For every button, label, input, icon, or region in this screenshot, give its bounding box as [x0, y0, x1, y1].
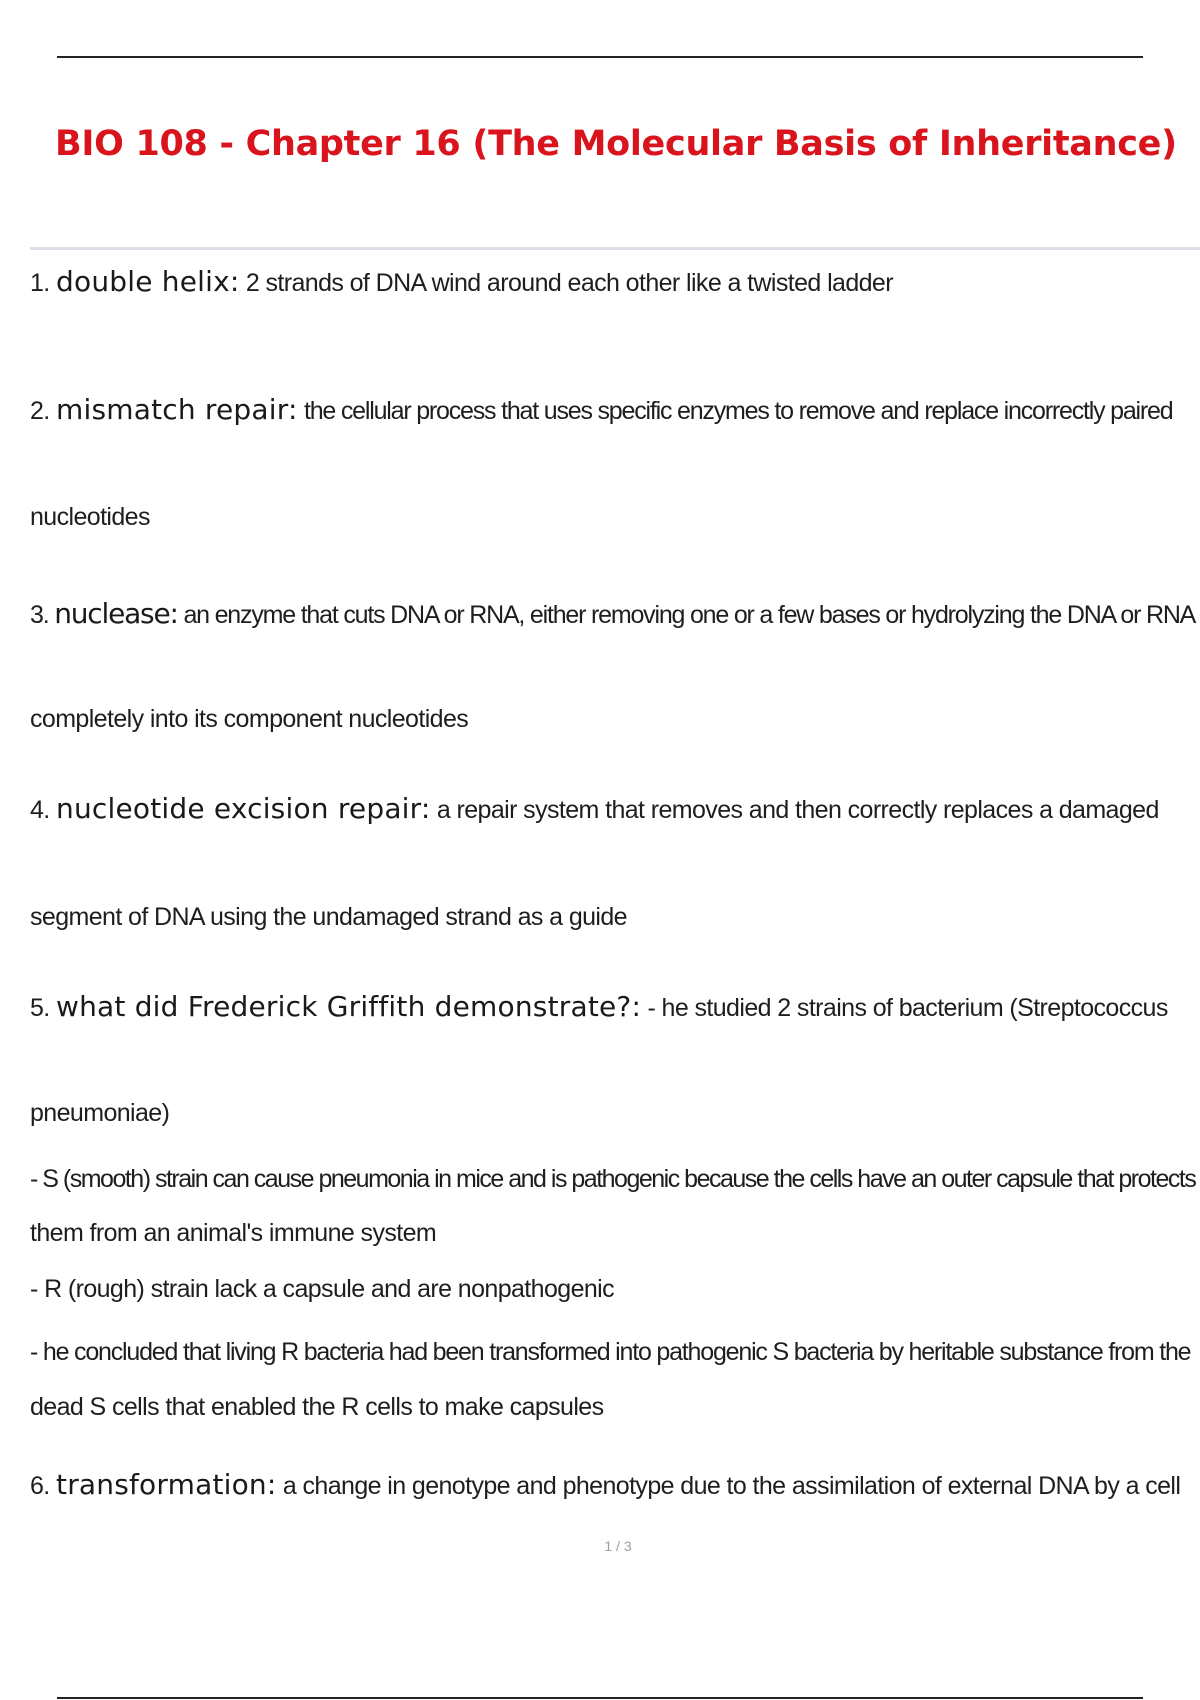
entry-4-continuation	[30, 900, 627, 934]
entry-term: nucleotide excision repair:	[56, 792, 431, 825]
entry-5-bullet-conclusion-cont	[30, 1390, 604, 1424]
entry-number: 5.	[30, 994, 50, 1022]
entry-definition: 2 strands of DNA wind around each other like a twisted ladder	[245, 269, 893, 297]
entry-definition: dead S cells that enabled the R cells to make capsules	[30, 1393, 604, 1421]
bottom-rule	[57, 1697, 1143, 1699]
entry-term: mismatch repair:	[56, 393, 298, 426]
entry-definition: pneumoniae)	[30, 1099, 170, 1127]
entry-definition: them from an animal's immune system	[30, 1219, 437, 1247]
entry-1	[30, 265, 893, 300]
entry-definition: - he studied 2 strains of bacterium (Streptococcus	[647, 994, 1168, 1022]
entry-2-continuation	[30, 500, 150, 534]
entry-number: 6.	[30, 1472, 50, 1500]
entry-definition: - he concluded that living R bacteria had been transformed into pathogenic S bacteria by heritable substance from the	[30, 1338, 1191, 1366]
entry-definition: segment of DNA using the undamaged strand as a guide	[30, 903, 627, 931]
entry-number: 2.	[30, 397, 50, 425]
entry-definition: an enzyme that cuts DNA or RNA, either removing one or a few bases or hydrolyzing the DNA or RNA	[183, 601, 1196, 629]
entry-term: what did Frederick Griffith demonstrate?:	[56, 990, 642, 1023]
title-divider	[30, 247, 1200, 250]
entry-number: 3.	[30, 601, 49, 629]
page-number: 1 / 3	[604, 1538, 632, 1554]
entry-definition: a repair system that removes and then correctly replaces a damaged	[436, 796, 1159, 824]
entry-number: 1.	[30, 269, 50, 297]
entry-number: 4.	[30, 796, 50, 824]
entry-definition: a change in genotype and phenotype due to the assimilation of external DNA by a cell	[282, 1472, 1181, 1500]
document-title: BIO 108 - Chapter 16 (The Molecular Basis of Inheritance)	[55, 124, 1177, 164]
entry-2	[30, 393, 1172, 428]
entry-4	[30, 792, 1159, 827]
entry-term: nuclease:	[54, 597, 178, 630]
entry-3	[30, 597, 1195, 632]
entry-5-bullet-s-strain	[30, 1162, 1195, 1196]
entry-definition: - R (rough) strain lack a capsule and are nonpathogenic	[30, 1275, 615, 1303]
entry-5-bullet-s-strain-cont	[30, 1216, 436, 1250]
entry-definition: completely into its component nucleotides	[30, 705, 469, 733]
entry-3-continuation	[30, 702, 468, 736]
entry-term: transformation:	[56, 1468, 277, 1501]
entry-term: double helix:	[56, 265, 240, 298]
entry-definition: nucleotides	[30, 503, 150, 531]
top-rule	[57, 56, 1143, 58]
entry-definition: the cellular process that uses specific enzymes to remove and replace incorrectly paired	[303, 397, 1173, 425]
entry-definition: - S (smooth) strain can cause pneumonia in mice and is pathogenic because the cells have an outer capsule that protects	[30, 1165, 1196, 1193]
entry-5-bullet-conclusion	[30, 1335, 1190, 1369]
entry-5-continuation	[30, 1096, 169, 1130]
entry-6	[30, 1468, 1180, 1503]
entry-5	[30, 990, 1168, 1025]
entry-5-bullet-r-strain	[30, 1272, 614, 1306]
